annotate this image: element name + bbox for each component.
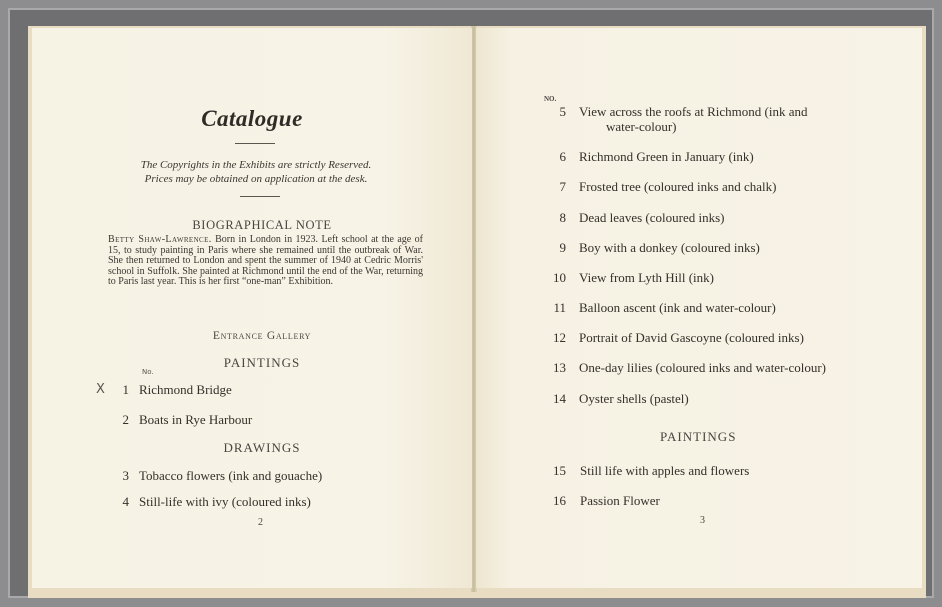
handwritten-no: No.: [142, 368, 154, 376]
paintings-heading-right: PAINTINGS: [660, 429, 737, 444]
item-number: 10: [553, 270, 566, 285]
item-title: Passion Flower: [580, 493, 660, 508]
prices-notice: Prices may be obtained on application at the desk.: [144, 173, 368, 185]
item-number: 12: [553, 330, 566, 345]
item-title: Portrait of David Gascoyne (coloured inks): [579, 330, 804, 345]
item-title: Dead leaves (coloured inks): [579, 210, 725, 225]
item-title: Oyster shells (pastel): [579, 391, 689, 406]
item-number: 13: [553, 360, 566, 375]
item-title: View from Lyth Hill (ink): [579, 270, 714, 285]
copyright-notice: The Copyrights in the Exhibits are strictly Reserved.: [140, 159, 372, 171]
photo-frame: [8, 8, 934, 598]
artist-name: Betty Shaw-Lawrence.: [108, 234, 212, 245]
item-title: Still-life with ivy (coloured inks): [139, 494, 311, 509]
number-column-label: NO.: [544, 95, 557, 103]
item-number: 4: [122, 494, 129, 509]
item-title: Tobacco flowers (ink and gouache): [139, 468, 323, 483]
item-title: Still life with apples and flowers: [580, 463, 750, 478]
handwritten-x-mark: X: [96, 382, 105, 397]
item-title: Balloon ascent (ink and water-colour): [579, 300, 776, 315]
drawings-heading: DRAWINGS: [223, 440, 301, 455]
item-number: 2: [122, 412, 129, 427]
item-number: 15: [553, 463, 566, 478]
page-number-right: 3: [700, 515, 705, 526]
page-number-left: 2: [258, 517, 263, 528]
item-number: 16: [553, 493, 566, 508]
bio-line: school in Suffolk. She painted at Richmond until the end: [108, 265, 337, 277]
catalogue-title: Catalogue: [201, 106, 303, 131]
item-number: 5: [559, 104, 566, 119]
item-title: Boy with a donkey (coloured inks): [579, 240, 760, 255]
item-title: View across the roofs at Richmond (ink and: [579, 104, 808, 119]
title-rule: [235, 143, 275, 144]
item-title: Richmond Bridge: [139, 382, 232, 397]
item-title: Boats in Rye Harbour: [139, 412, 253, 427]
bio-line: “one-man” Exhibition.: [241, 276, 334, 288]
bio-heading: BIOGRAPHICAL NOTE: [192, 218, 332, 232]
bio-line: Born in London in 1923. Left: [215, 234, 339, 245]
right-page: [476, 28, 922, 588]
item-number: 6: [559, 149, 566, 164]
notice-rule: [240, 196, 280, 197]
item-number: 8: [559, 210, 566, 225]
item-title: Frosted tree (coloured inks and chalk): [579, 179, 777, 194]
item-title-continued: water-colour): [606, 119, 677, 134]
item-number: 3: [122, 468, 129, 483]
item-title: Richmond Green in January (ink): [579, 149, 754, 164]
item-number: 9: [559, 240, 566, 255]
item-number: 11: [553, 300, 566, 315]
catalogue-spread: [28, 26, 926, 598]
item-number: 14: [553, 391, 566, 406]
bio-line: school at the age of 15, to study painting in Paris where: [108, 234, 423, 256]
item-number: 1: [122, 382, 129, 397]
bio-line: to London and spent the summer of 1940 at Cedric Morris': [182, 255, 423, 267]
left-page: [32, 28, 472, 588]
paintings-heading-left: PAINTINGS: [223, 355, 301, 370]
item-number: 7: [559, 179, 566, 194]
bio-text: [108, 235, 423, 288]
bio-line: she remained until the outbreak of War. She then returned: [108, 244, 423, 267]
item-title: One-day lilies (coloured inks and water-colour): [579, 360, 827, 375]
bio-line: of the War, returning to Paris last year. This is her first: [108, 265, 424, 288]
entrance-gallery-heading: Entrance Gallery: [212, 330, 312, 342]
